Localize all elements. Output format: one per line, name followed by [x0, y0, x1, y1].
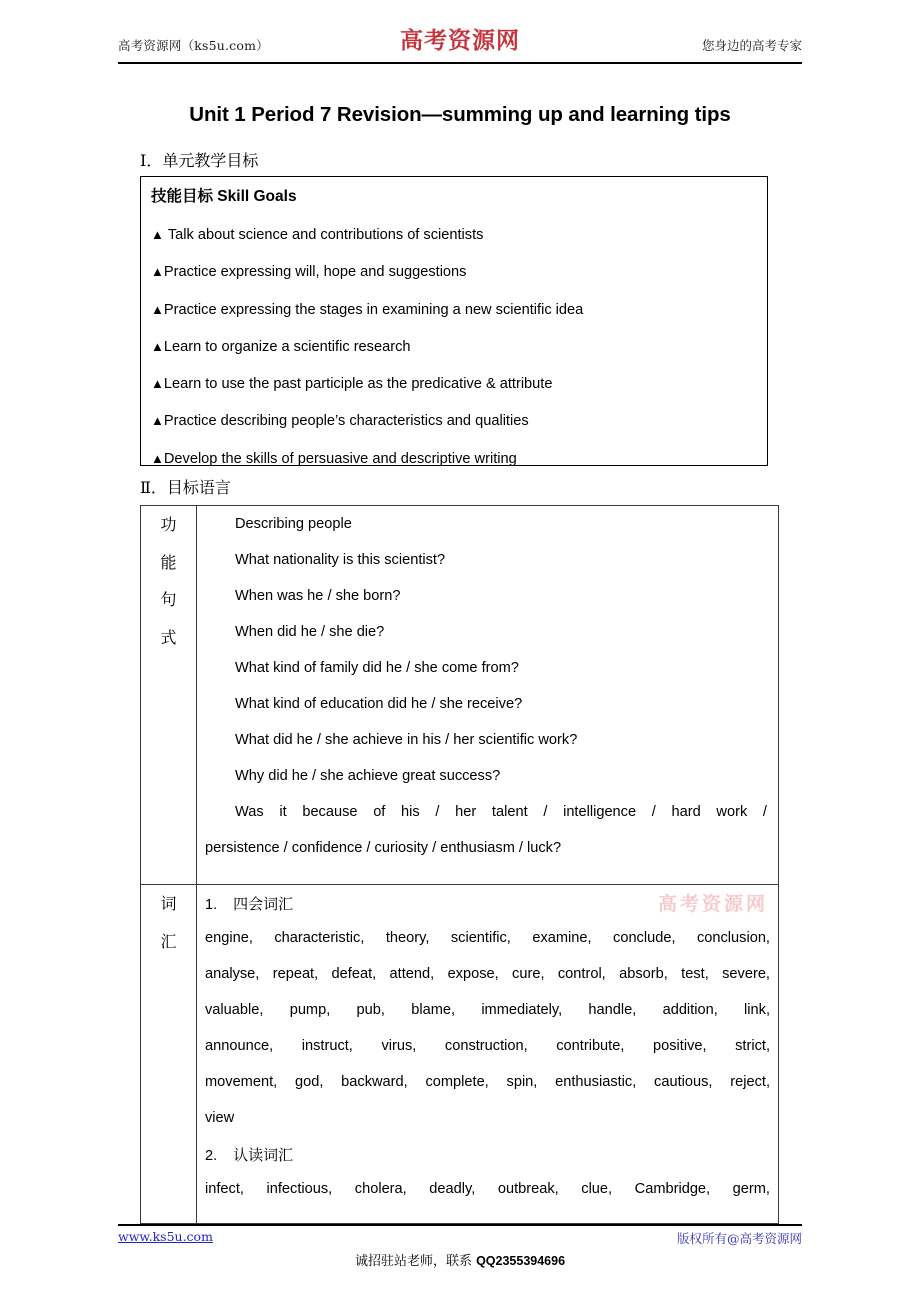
triangle-bullet-icon: ▲ — [151, 376, 164, 392]
skill-goal-text: Learn to organize a scientific research — [163, 338, 411, 355]
section-heading-one: Ⅰ．单元教学目标 — [140, 151, 259, 170]
vocabulary-group-number: 1. — [205, 897, 218, 913]
vertical-label-text — [141, 506, 196, 656]
skill-goal-item — [151, 412, 757, 430]
function-line-justified: Was it because of his / her talent / intelligence / hard work / — [235, 804, 767, 820]
skill-goal-text: Practice expressing will, hope and suggestions — [163, 264, 467, 281]
skill-goal-item — [151, 301, 757, 319]
page-footer — [118, 1229, 802, 1289]
table-row-vocabulary — [141, 885, 779, 1224]
skill-goal-item — [151, 338, 757, 356]
function-line: What kind of family did he / she come from? — [235, 660, 519, 676]
vocabulary-line: analyse, repeat, defeat, attend, expose, cure, control, absorb, test, severe, — [205, 966, 770, 982]
page-title: Unit 1 Period 7 Revision—summing up and learning tips — [189, 103, 731, 126]
skill-goal-text: Talk about science and contributions of scientists — [167, 227, 484, 244]
vocabulary-group-title: 认读词汇 — [233, 1146, 294, 1164]
vocabulary-line: infect, infectious, cholera, deadly, outbreak, clue, Cambridge, germ, — [205, 1181, 770, 1197]
skill-goal-item — [151, 263, 757, 281]
vertical-label-char: 能 — [160, 552, 177, 572]
vertical-label-char: 词 — [160, 894, 177, 913]
table-row-functions — [141, 506, 779, 885]
skill-goal-text: Practice expressing the stages in examining a new scientific idea — [163, 301, 584, 318]
skill-goal-text: Develop the skills of persuasive and descriptive writing — [163, 450, 517, 467]
section-heading-two: Ⅱ．目标语言 — [140, 478, 231, 497]
vertical-label-char: 功 — [160, 515, 177, 534]
triangle-bullet-icon: ▲ — [151, 264, 164, 280]
vocabulary-line: engine, characteristic, theory, scientific, examine, conclude, conclusion, — [205, 930, 770, 946]
function-line: Describing people — [235, 516, 352, 532]
vocabulary-group-heading — [205, 1146, 772, 1181]
function-line: Why did he / she achieve great success? — [235, 768, 501, 784]
row-content-functions — [197, 506, 779, 885]
vertical-label-char: 式 — [160, 627, 177, 647]
function-line: When was he / she born? — [235, 588, 401, 604]
vocabulary-line: view — [205, 1110, 235, 1126]
function-line-continuation: persistence / confidence / curiosity / enthusiasm / luck? — [205, 840, 562, 856]
vocabulary-cell-body — [197, 885, 778, 1223]
footer-recruit-text — [118, 1250, 802, 1269]
functions-cell-body — [197, 506, 778, 884]
row-label-functions — [141, 506, 197, 885]
footer-copyright: 版权所有@高考资源网 — [676, 1231, 802, 1246]
vertical-label-char: 汇 — [160, 931, 177, 951]
function-line: What kind of education did he / she receive? — [235, 696, 523, 712]
footer-recruit-label: 诚招驻站老师，联系 — [354, 1254, 477, 1269]
function-line: What did he / she achieve in his / her scientific work? — [235, 732, 578, 748]
vocabulary-line: movement, god, backward, complete, spin, enthusiastic, cautious, reject, — [205, 1074, 770, 1090]
footer-qq-number: QQ2355394696 — [476, 1254, 566, 1268]
vocabulary-group-number: 2. — [205, 1148, 218, 1164]
header-divider — [118, 62, 802, 64]
header-site-name: 高考资源网（ks5u.com） — [118, 38, 269, 53]
vocabulary-line: valuable, pump, pub, blame, immediately, handle, addition, link, — [205, 1002, 770, 1018]
vocabulary-line: announce, instruct, virus, construction, contribute, positive, strict, — [205, 1038, 770, 1054]
triangle-bullet-icon: ▲ — [151, 227, 164, 243]
skill-goal-text: Learn to use the past participle as the predicative & attribute — [163, 376, 553, 393]
vertical-label-text — [141, 885, 196, 960]
header-row — [118, 22, 802, 56]
skill-goal-item — [151, 375, 757, 393]
vocabulary-group-title: 四会词汇 — [233, 895, 294, 913]
header-logo: 高考资源网 — [400, 27, 520, 54]
watermark-logo: 高考资源网 — [657, 893, 768, 915]
footer-divider — [118, 1224, 802, 1226]
skill-goals-title: 技能目标 Skill Goals — [151, 188, 297, 205]
vocabulary-group-heading — [205, 895, 772, 930]
function-line: What nationality is this scientist? — [235, 552, 446, 568]
row-content-vocabulary — [197, 885, 779, 1224]
triangle-bullet-icon: ▲ — [151, 413, 164, 429]
triangle-bullet-icon: ▲ — [151, 450, 164, 466]
triangle-bullet-icon: ▲ — [151, 338, 164, 354]
skill-goals-box — [140, 176, 768, 466]
row-label-vocabulary — [141, 885, 197, 1224]
skill-goal-item — [151, 450, 757, 468]
footer-website-link[interactable]: www.ks5u.com — [118, 1229, 213, 1244]
target-language-table — [140, 505, 779, 1224]
header-tagline: 您身边的高考专家 — [701, 38, 802, 53]
vertical-label-char: 句 — [160, 590, 177, 610]
skill-goal-item — [151, 226, 757, 244]
triangle-bullet-icon: ▲ — [151, 301, 164, 317]
skill-goal-text: Practice describing people’s characteristics and qualities — [163, 413, 529, 430]
function-line: When did he / she die? — [235, 624, 385, 640]
